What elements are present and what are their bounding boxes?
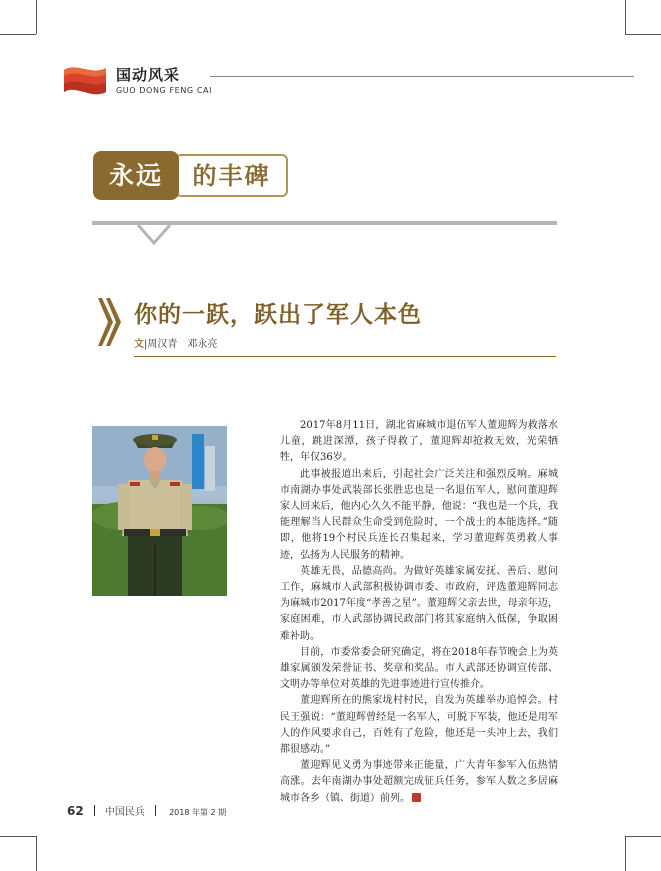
crop-mark (625, 0, 626, 34)
section-divider (92, 219, 557, 249)
crop-mark (625, 836, 661, 837)
crop-mark (0, 836, 36, 837)
soldier-figure (92, 426, 227, 596)
page-footer (67, 800, 226, 819)
flag-icon (62, 62, 108, 96)
crop-mark (625, 836, 626, 871)
issue-label: 2018 年第 2 期 (169, 808, 227, 817)
section-title-right (175, 154, 288, 197)
paragraph: 此事被报道出来后，引起社会广泛关注和强烈反响。麻城市南湖办事处武装部长张胜忠也是一名退伍军人，慰问董迎辉家人回来后，他内心久久不能平静，他说：“我也是一个兵，我能理解当人民群众生命受到危险时，一个战士的本能选择。”随即，他将19个村民兵连长召集起来，学习董迎辉英勇救人事迹，弘扬为人民服务的精神。 (280, 468, 558, 561)
paragraph: 目前，市委常委会研究确定，将在2018年春节晚会上为英雄家属颁发荣誉证书、奖章和奖品。市人武部还协调宣传部、文明办等单位对英雄的先进事迹进行宣传推介。 (280, 646, 558, 691)
column-title: 国动风采 (116, 66, 181, 84)
byline-authors: 周汉青 邓永亮 (147, 339, 218, 350)
crop-mark (36, 836, 37, 871)
crop-mark (36, 0, 37, 34)
byline (134, 335, 217, 350)
paragraph-last (280, 758, 558, 807)
title-rule (134, 356, 556, 357)
page-number: 62 (67, 804, 84, 818)
soldier-photo (92, 426, 227, 596)
paragraph: 董迎辉所在的熊家垅村村民，自发为英雄举办追悼会。村民王强说：“董迎辉曾经是一名军人，可脱下军装，他还是用军人的作风要求自己，百姓有了危险，他还是一头冲上去，我们都很感动。” (280, 695, 558, 756)
section-title-left (93, 151, 179, 200)
article-body (280, 418, 558, 807)
magazine-name: 中国民兵 (104, 807, 145, 818)
byline-separator: | (144, 339, 148, 350)
crop-mark (0, 34, 36, 35)
article-title: 你的一跃，跃出了军人本色 (134, 301, 422, 328)
footer-separator (94, 805, 95, 816)
double-chevron-icon (96, 296, 124, 348)
column-subtitle: GUO DONG FENG CAI (116, 86, 213, 95)
section-title-left-text: 永远 (108, 161, 163, 190)
crop-mark (625, 34, 661, 35)
paragraph: 2017年8月11日，湖北省麻城市退伍军人董迎辉为救落水儿童，跳进深潭，孩子得救了，董迎辉却抢救无效，光荣牺牲，年仅36岁。 (280, 420, 558, 464)
footer-separator (155, 805, 156, 816)
byline-label: 文 (134, 339, 144, 350)
section-title-right-text: 的丰碑 (192, 161, 271, 190)
end-mark-icon (412, 793, 421, 802)
header-divider (210, 76, 634, 77)
paragraph-text: 董迎辉见义勇为事迹带来正能量，广大青年参军入伍热情高涨。去年南湖办事处超额完成征兵任务，参军人数之多居麻城市各乡（镇、街道）前列。 (280, 760, 558, 804)
paragraph: 英雄无畏，品德高尚。为做好英雄家属安抚、善后、慰问工作，麻城市人武部积极协调市委、市政府，评选董迎辉同志为麻城市2017年度“孝善之星”。董迎辉父亲去世，母亲年迈，家庭困难，市人武部协调民政部门将其家庭纳入低保，争取困难补助。 (280, 565, 558, 642)
